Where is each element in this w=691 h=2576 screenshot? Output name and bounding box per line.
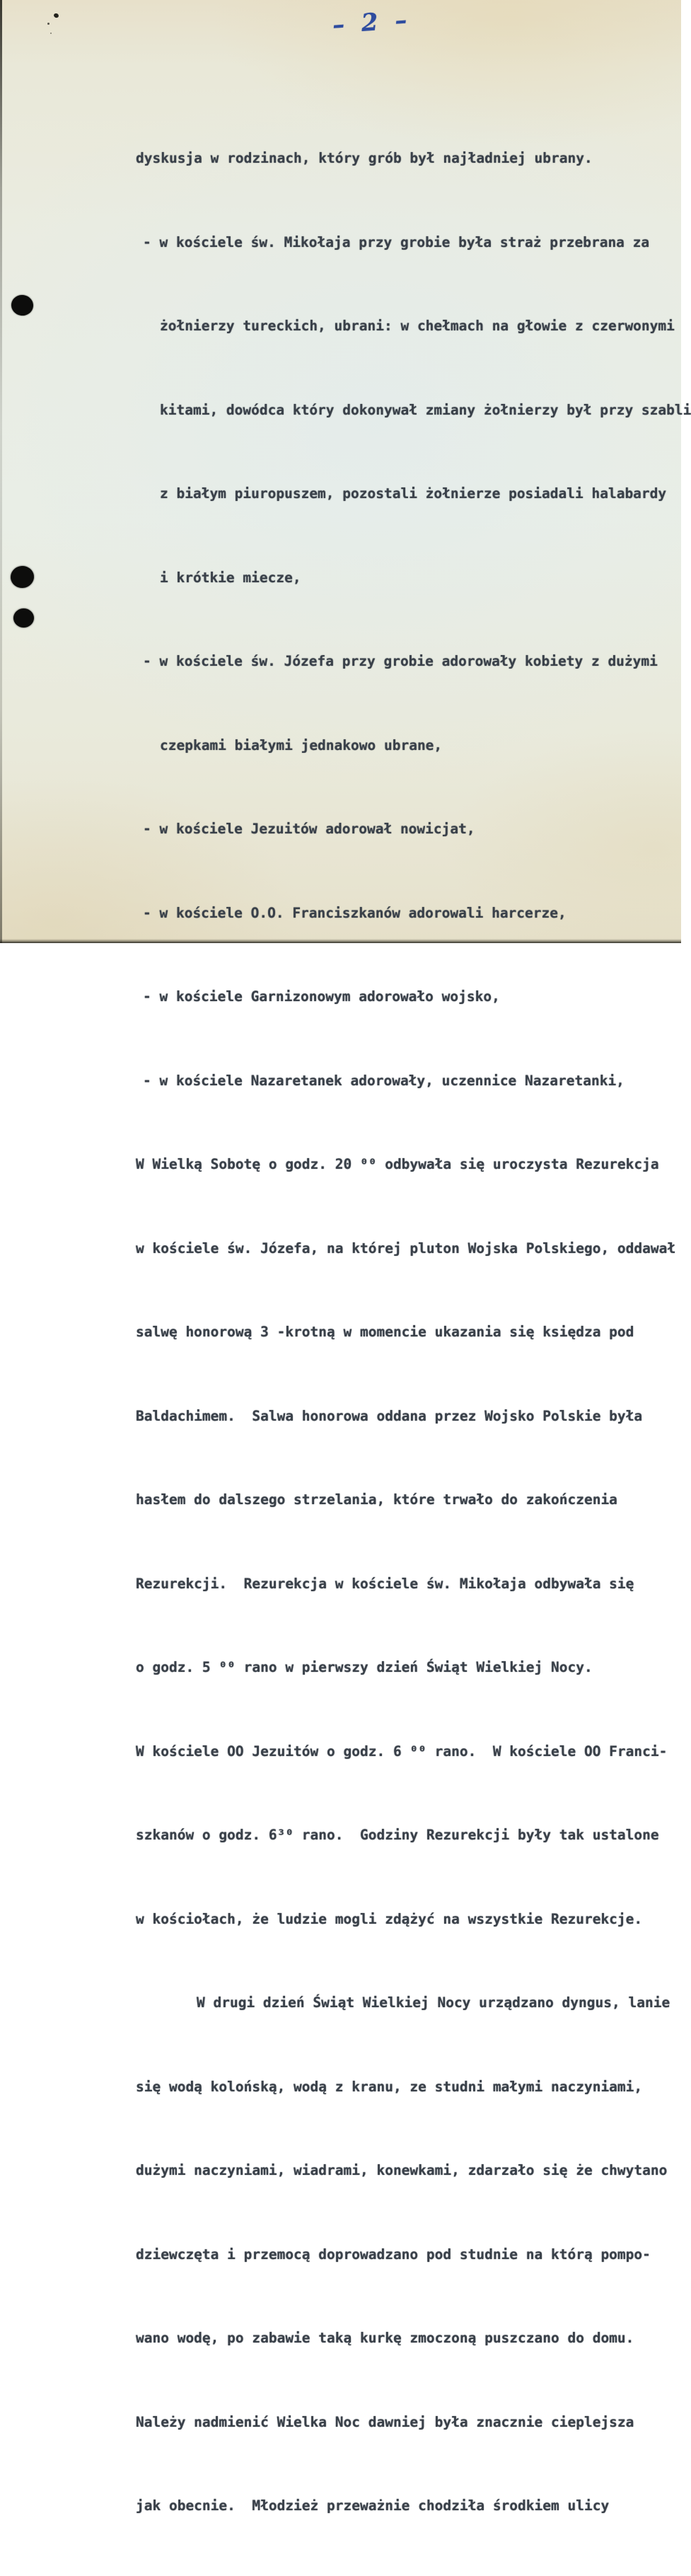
text-line: - w kościele Jezuitów adorował nowicjat, bbox=[143, 821, 475, 837]
text-line: W drugi dzień Świąt Wielkiej Nocy urządzano dyngus, lanie bbox=[197, 1994, 670, 2011]
text-line: Należy nadmienić Wielka Noc dawniej była znacznie cieplejsza bbox=[136, 2413, 634, 2430]
text-line: - w kościele św. Mikołaja przy grobie była straż przebrana za bbox=[143, 233, 650, 250]
text-line: żołnierzy tureckich, ubrani: w chełmach na głowie z czerwonymi bbox=[160, 318, 675, 334]
punch-hole bbox=[10, 294, 35, 317]
scanner-edge-left bbox=[0, 0, 2, 943]
punch-hole bbox=[9, 565, 35, 589]
text-line: kitami, dowódca który dokonywał zmiany żołnierzy był przy szabli bbox=[160, 401, 691, 418]
typewritten-text-block bbox=[136, 88, 691, 2576]
text-line: jak obecnie. Młodzież przeważnie chodziła środkiem ulicy bbox=[136, 2497, 610, 2514]
ink-speck bbox=[53, 13, 59, 18]
page-number-handwritten: – 2 – bbox=[331, 6, 412, 40]
text-line: dyskusja w rodzinach, który grób był najładniej ubrany. bbox=[136, 150, 593, 166]
text-line: o godz. 5 ⁰⁰ rano w pierwszy dzień Świąt Wielkiej Nocy. bbox=[136, 1659, 593, 1675]
text-line: z białym piuropuszem, pozostali żołnierze posiadali halabardy bbox=[160, 485, 667, 502]
text-line: się wodą kolońską, wodą z kranu, ze studni małymi naczyniami, bbox=[136, 2078, 643, 2095]
punch-hole bbox=[13, 608, 34, 628]
ink-speck bbox=[47, 23, 50, 25]
text-line: - w kościele Garnizonowym adorowało wojsko, bbox=[143, 988, 500, 1005]
text-line: W kościele OO Jezuitów o godz. 6 ⁰⁰ rano. W kościele OO Franci- bbox=[136, 1743, 668, 1760]
text-line: szkanów o godz. 6³⁰ rano. Godziny Rezurekcji były tak ustalone bbox=[136, 1827, 659, 1843]
text-line: dziewczęta i przemocą doprowadzano pod studnie na którą pompo- bbox=[136, 2246, 651, 2263]
text-line: - w kościele św. Józefa przy grobie adorowały kobiety z dużymi bbox=[143, 653, 658, 669]
text-line: salwę honorową 3 -krotną w momencie ukazania się księdza pod bbox=[136, 1324, 634, 1340]
text-line: Baldachimem. Salwa honorowa oddana przez Wojsko Polskie była bbox=[136, 1407, 643, 1424]
text-line: i krótkie miecze, bbox=[160, 569, 301, 586]
text-line: czepkami białymi jednakowo ubrane, bbox=[160, 737, 443, 753]
text-line: - w kościele Nazaretanek adorowały, uczennice Nazaretanki, bbox=[143, 1072, 625, 1089]
text-line: wano wodę, po zabawie taką kurkę zmoczoną puszczano do domu. bbox=[136, 2330, 634, 2346]
text-line: w kościele św. Józefa, na której pluton Wojska Polskiego, oddawał bbox=[136, 1240, 676, 1257]
text-line: w kościołach, że ludzie mogli zdążyć na wszystkie Rezurekcje. bbox=[136, 1910, 643, 1927]
text-line: - w kościele O.O. Franciszkanów adorowali harcerze, bbox=[143, 904, 567, 921]
text-line: W Wielką Sobotę o godz. 20 ⁰⁰ odbywała się uroczysta Rezurekcja bbox=[136, 1156, 659, 1172]
text-line: hasłem do dalszego strzelania, które trwało do zakończenia bbox=[136, 1491, 617, 1508]
text-line: Rezurekcji. Rezurekcja w kościele św. Mikołaja odbywała się bbox=[136, 1575, 634, 1592]
text-line: dużymi naczyniami, wiadrami, konewkami, zdarzało się że chwytano bbox=[136, 2162, 668, 2178]
ink-speck bbox=[50, 33, 52, 34]
